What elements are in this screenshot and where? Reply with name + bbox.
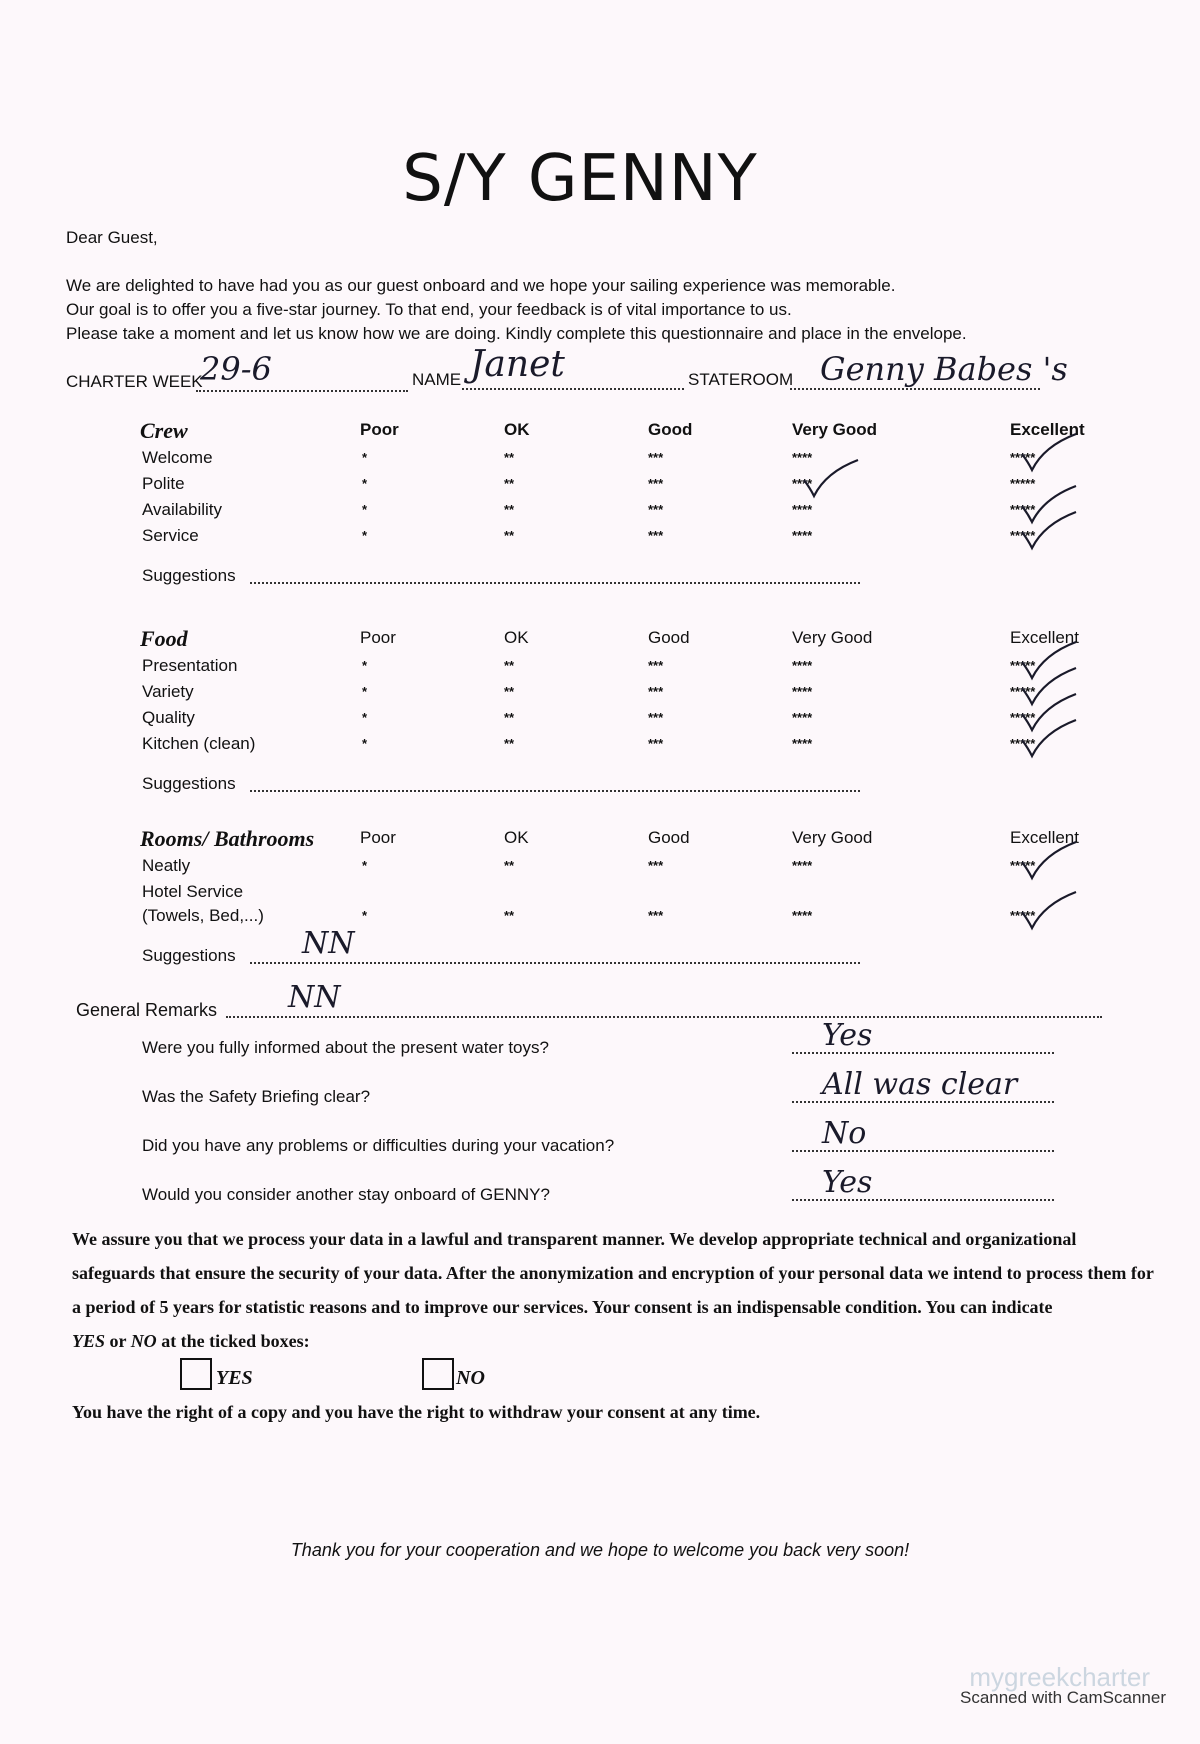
section-title: Crew [140,418,188,443]
answer-value[interactable]: Yes [822,1018,873,1053]
rating-option[interactable]: ***** [1010,736,1036,751]
rating-option[interactable]: ** [504,450,515,465]
rights-text: You have the right of a copy and you have the right to withdraw your consent at any time. [72,1402,761,1422]
charter-week-value[interactable]: 29-6 [200,350,272,388]
rating-option[interactable]: ***** [1010,684,1036,699]
check-mark-icon [1014,510,1084,550]
rating-option[interactable]: ** [504,658,515,673]
consent-paragraph: We assure you that we process your data in a lawful and transparent manner. We develop appropriate technical and organizational safeguards that ensure the security of your data. After the anonymization and encryption of your personal data we intend to process them for a period of 5 years for statistic reasons and to improve our services. Your consent is an indispensable condition. You can indicate [72,1229,1154,1317]
rating-item-label: Availability [142,500,223,519]
rating-option[interactable]: ***** [1010,658,1036,673]
answer-value[interactable]: All was clear [822,1067,1018,1102]
rating-option[interactable]: **** [792,450,813,465]
charter-week-label: CHARTER WEEK [66,372,203,391]
no-checkbox-label: NO [456,1367,485,1389]
rating-option[interactable]: **** [792,502,813,517]
rating-column-header: Poor [360,420,399,439]
name-line [462,388,684,390]
check-mark-icon [1014,890,1084,930]
yes-word: YES [72,1331,106,1351]
rating-column-header: Good [648,628,690,647]
rating-option[interactable]: * [362,476,368,491]
rating-option[interactable]: *** [648,684,664,699]
rating-option[interactable]: ** [504,502,515,517]
thank-you-footer: Thank you for your cooperation and we hope to welcome you back very soon! [290,1540,910,1560]
rating-option[interactable]: *** [648,476,664,491]
suggestions-line [250,582,860,584]
check-mark-icon [1014,432,1084,472]
rating-column-header: OK [504,628,529,647]
intro-line: We are delighted to have had you as our guest onboard and we hope your sailing experience was memorable. [66,276,896,295]
general-remarks-value[interactable]: NN [288,980,341,1015]
intro-text [66,274,967,346]
rating-option[interactable]: *** [648,710,664,725]
check-mark-icon [1014,840,1084,880]
rating-column-header: Excellent [1010,828,1079,847]
rating-item-label: Polite [142,474,185,493]
rating-option[interactable]: ***** [1010,476,1036,491]
brand-watermark: mygreekcharter [969,1662,1150,1692]
rating-option[interactable]: *** [648,528,664,543]
rating-option[interactable]: * [362,528,368,543]
data-consent-text [72,1222,1158,1358]
rating-option[interactable]: ** [504,710,515,725]
rating-item-label: Presentation [142,656,238,675]
rating-option[interactable]: **** [792,858,813,873]
rating-option[interactable]: * [362,450,368,465]
rating-option[interactable]: ** [504,736,515,751]
name-value[interactable]: Janet [470,344,565,385]
rating-option[interactable]: **** [792,684,813,699]
rating-option[interactable]: * [362,858,368,873]
yes-checkbox-label: YES [216,1367,253,1389]
consent-tail: at the ticked boxes: [156,1331,310,1351]
rating-column-header: OK [504,828,529,847]
rating-option[interactable]: **** [792,658,813,673]
rating-option[interactable]: * [362,658,368,673]
rating-option[interactable]: *** [648,450,664,465]
question-text: Was the Safety Briefing clear? [142,1087,371,1106]
rating-option[interactable]: ***** [1010,502,1036,517]
or-word: or [105,1331,131,1351]
rating-option[interactable]: *** [648,658,664,673]
rating-option[interactable]: **** [792,736,813,751]
rating-item-label: Neatly [142,856,191,875]
rating-option[interactable]: ** [504,528,515,543]
rating-column-header: Poor [360,828,396,847]
name-label: NAME [412,370,462,389]
answer-value[interactable]: Yes [822,1165,873,1200]
rating-column-header: Excellent [1010,420,1085,439]
rating-option[interactable]: **** [792,476,813,491]
answer-value[interactable]: No [822,1116,867,1151]
rating-option[interactable]: * [362,908,368,923]
rating-option[interactable]: ***** [1010,908,1036,923]
stateroom-value[interactable]: Genny Babes 's [820,350,1068,388]
rating-option[interactable]: *** [648,858,664,873]
rating-option[interactable]: ** [504,684,515,699]
intro-line: Our goal is to offer you a five-star journey. To that end, your feedback is of vital importance to us. [66,300,792,319]
stateroom-line [790,388,1040,390]
rating-item-label: Kitchen (clean) [142,734,256,753]
suggestions-label: Suggestions [142,566,236,585]
rating-column-header: Good [648,420,693,439]
rating-option[interactable]: * [362,710,368,725]
rating-option[interactable]: ** [504,476,515,491]
greeting: Dear Guest, [66,228,158,247]
rating-column-header: Poor [360,628,396,647]
question-text: Were you fully informed about the present water toys? [142,1038,549,1057]
charter-week-line [196,390,408,392]
rating-option[interactable]: ** [504,908,515,923]
suggestions-value[interactable]: NN [302,926,355,961]
rating-item-label: Service [142,526,199,545]
question-text: Did you have any problems or difficulties during your vacation? [142,1136,615,1155]
form-title: S/Y GENNY [402,142,758,216]
rating-option[interactable]: *** [648,502,664,517]
rating-column-header: Good [648,828,690,847]
suggestions-label: Suggestions [142,946,236,965]
rating-option[interactable]: **** [792,528,813,543]
intro-line: Please take a moment and let us know how we are doing. Kindly complete this questionnaire and place in the envelope. [66,324,967,343]
rating-option[interactable]: **** [792,710,813,725]
suggestions-line [250,962,860,964]
rating-option[interactable]: **** [792,908,813,923]
rating-item-label: Welcome [142,448,213,467]
rating-option[interactable]: *** [648,736,664,751]
rating-column-header: Very Good [792,420,878,439]
rating-column-header: Excellent [1010,628,1079,647]
stateroom-label: STATEROOM [688,370,794,389]
question-text: Would you consider another stay onboard of GENNY? [142,1185,550,1204]
rating-item-label: Hotel Service [142,882,244,901]
rating-item-label: (Towels, Bed,...) [142,906,264,925]
rating-option[interactable]: * [362,684,368,699]
rating-option[interactable]: ***** [1010,528,1036,543]
rating-option[interactable]: ** [504,858,515,873]
no-word: NO [130,1331,157,1351]
no-checkbox[interactable] [422,1358,454,1390]
suggestions-label: Suggestions [142,774,236,793]
suggestions-line [250,790,860,792]
section-title: Food [140,626,188,651]
general-remarks-line [226,1016,1102,1018]
rating-option[interactable]: *** [648,908,664,923]
rating-item-label: Quality [142,708,195,727]
general-remarks-label: General Remarks [76,1000,218,1020]
yes-checkbox[interactable] [180,1358,212,1390]
scanner-watermark: Scanned with CamScanner [959,1688,1166,1707]
rating-option[interactable]: * [362,502,368,517]
rating-column-header: Very Good [792,628,873,647]
rating-option[interactable]: ***** [1010,450,1036,465]
rating-option[interactable]: ***** [1010,858,1036,873]
section-title: Rooms/ Bathrooms [140,826,315,851]
check-mark-icon [796,458,866,498]
rating-option[interactable]: * [362,736,368,751]
check-mark-icon [1014,718,1084,758]
rating-option[interactable]: ***** [1010,710,1036,725]
rating-column-header: OK [504,420,530,439]
rating-column-header: Very Good [792,828,873,847]
rating-item-label: Variety [142,682,194,701]
